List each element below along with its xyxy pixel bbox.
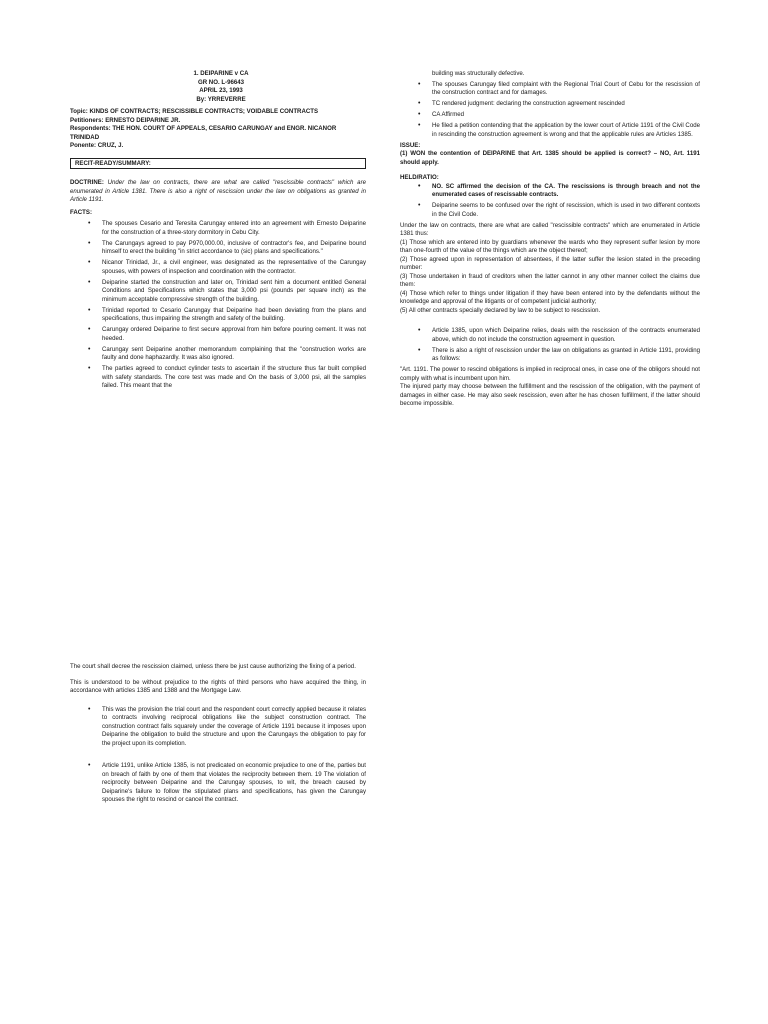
- issue-text: (1) WON the contention of DEIPARINE that Art. 1385 should be applied is correct? – NO, Art. 1191 should apply.: [400, 150, 700, 166]
- gr-number: GR NO. L-96643: [197, 78, 245, 86]
- facts-list-continued: [400, 81, 700, 140]
- list-item: • Article 1191, unlike Article 1385, is not predicated on economic prejudice to one of the, parties but on breach of faith by one of them that violates the reciprocity between them. 19 The violation of reciprocity between Deiparine and the Carungay spouses, to wit, the breach caused by Deiparine's failure to follow the stipulated plans and specifications, has given the Carungay spouses the right to rescind or cancel the contract.: [70, 762, 366, 805]
- doctrine-label: DOCTRINE:: [70, 179, 104, 187]
- rescission-paragraph: The court shall decree the rescission claimed, unless there be just cause authorizing the fixing of a period.: [70, 663, 356, 670]
- doctrine-paragraph: [70, 179, 366, 205]
- article-1191-quote: "Art. 1191. The power to rescind obligations is implied in reciprocal ones, in case one of the obligors should not comply with what is incumbent upon him.: [400, 366, 700, 382]
- held-title: HELD/RATIO:: [400, 174, 439, 181]
- ratio-list: [70, 706, 366, 805]
- recit-summary-label: RECIT-READY/SUMMARY:: [75, 160, 151, 168]
- list-item: • Article 1385, upon which Deiparine relies, deals with the rescission of the contracts enumerated above, which do not include the construction agreement in question.: [400, 327, 700, 344]
- enum-item: (3) Those undertaken in fraud of creditors when the latter cannot in any other manner collect the claims due them:: [400, 272, 700, 288]
- case-title: 1. DEIPARINE v CA: [193, 70, 249, 77]
- ponente-line: Ponente: CRUZ, J.: [70, 142, 124, 149]
- list-item: • This was the provision the trial court and the respondent court correctly applied because it relates to contracts involving reciprocal obligations like the subject construction contract. The construction contract falls squarely under the coverage of Article 1191 because it imposes upon Deiparine the obligation to build the structure and upon the Carungays the obligation to pay for the project upon its completion.: [70, 706, 366, 749]
- held-list-continued: [400, 327, 700, 364]
- list-item: • The Carungays agreed to pay P970,000.00, inclusive of contractor's fee, and Deiparine bound himself to erect the building "in strict accordance to (sic) plans and specifications.": [70, 240, 366, 257]
- topic-line: Topic: KINDS OF CONTRACTS; RESCISSIBLE CONTRACTS; VOIDABLE CONTRACTS: [70, 108, 319, 116]
- list-item: • The spouses Cesario and Teresita Carungay entered into an agreement with Ernesto Deiparine for the construction of a three-story dormitory in Cebu City.: [70, 220, 366, 237]
- case-meta: [70, 108, 366, 150]
- petitioners-line: Petitioners: ERNESTO DEIPARINE JR.: [70, 116, 181, 124]
- list-item: • TC rendered judgment: declaring the construction agreement rescinded: [400, 100, 700, 109]
- facts-list: [70, 220, 366, 391]
- bottom-column: [70, 663, 366, 807]
- enum-item: (4) Those which refer to things under litigation if they have been entered into by the defendants without the knowledge and approval of the litigants or of competent judicial authority;: [400, 289, 700, 305]
- list-item: • NO. SC affirmed the decision of the CA. The rescissions is through breach and not the enumerated cases of rescissable contracts.: [400, 183, 700, 200]
- law-intro: Under the law on contracts, there are what are called "rescissible contracts" which are enumerated in Article 1381 thus:: [400, 221, 700, 237]
- list-item: • Carungay ordered Deiparine to first secure approval from him before pouring cement. It was not heeded.: [70, 326, 366, 343]
- right-column: [400, 70, 700, 409]
- respondents-line: Respondents: THE HON. COURT OF APPEALS, CESARIO CARUNGAY and ENGR. NICANOR TRINIDAD: [70, 125, 337, 141]
- case-author: By: YRREVERRE: [196, 95, 246, 103]
- recit-summary-box: [70, 158, 366, 169]
- list-item: • Trinidad reported to Cesario Carungay that Deiparine had been deviating from the plans and specifications, thus impairing the strength and safety of the building.: [70, 307, 366, 324]
- injured-party-paragraph: The injured party may choose between the fulfillment and the rescission of the obligation, with the payment of damages in either case. He may also seek rescission, even after he has chosen fulfillment, if the latter should become impossible.: [400, 383, 700, 407]
- list-item: • There is also a right of rescission under the law on obligations as granted in Article 1191, providing as follows:: [400, 347, 700, 364]
- enum-item: (2) Those agreed upon in representation of absentees, if the latter suffer the lesion stated in the preceding number:: [400, 255, 700, 271]
- held-list: [400, 183, 700, 220]
- list-item: • The parties agreed to conduct cylinder tests to ascertain if the structure thus far built complied with safety standards. The core test was made and On the basis of 3,000 psi, all the samples failed. This meant that the: [70, 365, 366, 391]
- list-item: • Deiparine seems to be confused over the right of rescission, which is used in two different contexts in the Civil Code.: [400, 202, 700, 219]
- list-item: • Deiparine started the construction and later on, Trinidad sent him a document entitled General Conditions and Specifications which states that 3,000 psi (pounds per square inch) as the minimum acceptable compressive strength of the building.: [70, 279, 366, 305]
- list-item: • He filed a petition contending that the application by the lower court of Article 1191 of the Civil Code in rescinding the construction agreement is wrong and that the applicable rules are Articles 1385.: [400, 122, 700, 139]
- facts-continuation: building was structurally defective.: [432, 70, 525, 77]
- list-item: • Carungay sent Deiparine another memorandum complaining that the "construction works are faulty and done haphazardly. It was also ignored.: [70, 346, 366, 363]
- facts-title: FACTS:: [70, 208, 93, 216]
- doctrine-text: Under the law on contracts, there are what are called "rescissible contracts" which are enumerated in Article 1381. There is also a right of rescission under the law on obligations as granted in Article 1191.: [70, 179, 366, 204]
- left-column: [70, 70, 366, 393]
- case-date: APRIL 23, 1993: [199, 87, 243, 95]
- enum-item: (5) All other contracts specially declared by law to be subject to rescission.: [400, 306, 601, 314]
- list-item: • Nicanor Trinidad, Jr., a civil engineer, was designated as the representative of the Carungay spouses, with powers of inspection and coordination with the contractor.: [70, 259, 366, 276]
- third-persons-paragraph: This is understood to be without prejudice to the rights of third persons who have acquired the thing, in accordance with articles 1385 and 1388 and the Mortgage Law.: [70, 678, 366, 694]
- list-item: • CA Affirmed: [400, 111, 700, 120]
- enum-item: (1) Those which are entered into by guardians whenever the wards who they represent suffer lesion by more than one-fourth of the value of the things which are the object thereof;: [400, 238, 700, 254]
- list-item: • The spouses Carungay filed complaint with the Regional Trial Court of Cebu for the rescission of the construction contract and for damages.: [400, 81, 700, 98]
- case-header: [70, 70, 366, 104]
- issue-title: ISSUE:: [400, 141, 421, 149]
